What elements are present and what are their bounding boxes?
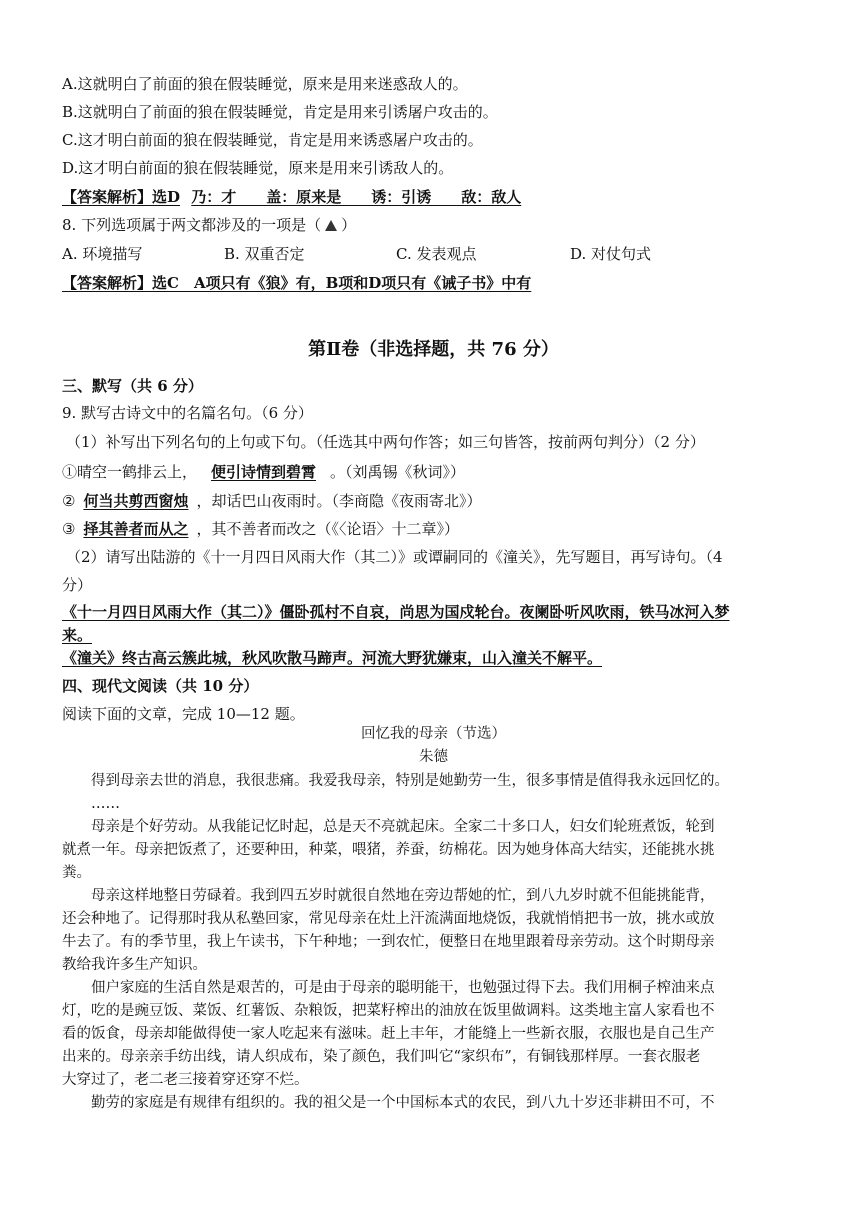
q8-option-b: B. 双重否定 (224, 245, 305, 263)
article-paragraph-line: 灯，吃的是豌豆饭、菜饭、红薯饭、杂粮饭，把菜籽榨出的油放在饭里做调料。这类地主富人家看也不 (62, 1003, 715, 1019)
q9-line2 (62, 490, 481, 512)
q9-line3-post: ，其不善者而改之（《〈论语〉十二章》） (196, 520, 459, 538)
article-paragraph-line: 看的饭食，母亲却能做得使一家人吃起来有滋味。赶上丰年，才能缝上一些新衣服，衣服也是自己生产 (62, 1026, 715, 1042)
q8-stem-end: ） (341, 216, 357, 234)
q8-option-c: C. 发表观点 (396, 245, 477, 263)
article-paragraph-line: 出来的。母亲亲手纺出线，请人织成布，染了颜色，我们叫它“家织布”，有铜钱那样厚。一套衣服老 (62, 1049, 701, 1065)
q9-line2-pre: ② (62, 492, 76, 510)
article-paragraph-line: 勤劳的家庭是有规律有组织的。我的祖父是一个中国标本式的农民，到八九十岁还非耕田不可，不 (62, 1095, 715, 1111)
article-title: 回忆我的母亲（节选） (361, 726, 506, 742)
section2-title: 第Ⅱ卷（非选择题，共 76 分） (308, 339, 559, 360)
q9-line1-answer: 便引诗情到碧霄 (211, 463, 317, 481)
q8-stem (62, 214, 356, 236)
q9-line2-answer: 何当共剪西窗烛 (83, 492, 189, 510)
article-paragraph-line: 母亲这样地整日劳碌着。我到四五岁时就很自然地在旁边帮她的忙，到八九岁时就不但能挑能背， (62, 888, 715, 904)
article-paragraph-line: 还会种地了。记得那时我从私塾回家，常见母亲在灶上汗流满面地烧饭，我就悄悄把书一放，挑水或放 (62, 911, 715, 927)
section4-heading: 四、现代文阅读（共 10 分） (62, 677, 259, 695)
q9-sub2: （2）请写出陆游的《十一月四日风雨大作（其二）》或谭嗣同的《潼关》，先写题目，再写诗句。（4 (66, 548, 723, 566)
q7-option-a: A.这就明白了前面的狼在假装睡觉，原来是用来迷惑敌人的。 (62, 75, 468, 93)
q9-sub1: （1）补写出下列名句的上句或下句。（任选其中两句作答；如三句皆答，按前两句判分）（2 分） (66, 433, 705, 451)
q9-answer-2: 《潼关》终古高云簇此城，秋风吹散马蹄声。河流大野犹嫌束，山入潼关不解平。 (62, 649, 603, 667)
q7-answer-label: 【答案解析】选D (62, 188, 181, 206)
q7-option-b: B.这就明白了前面的狼在假装睡觉，肯定是用来引诱屠户攻击的。 (62, 103, 498, 121)
q9-sub2-cont: 分） (62, 576, 93, 594)
q7-option-d: D.这才明白前面的狼在假装睡觉，原来是用来引诱敌人的。 (62, 159, 454, 177)
q9-line1-post: 。（刘禹锡《秋词》） (330, 463, 466, 481)
section4-intro: 阅读下面的文章，完成 10—12 题。 (62, 705, 305, 723)
article-paragraph-line: …… (62, 796, 120, 812)
triangle-icon (325, 220, 337, 231)
article-paragraph-line: 母亲是个好劳动。从我能记忆时起，总是天不亮就起床。全家二十多口人，妇女们轮班煮饭，轮到 (62, 819, 715, 835)
q9-line1 (62, 461, 465, 483)
q8-answer: 【答案解析】选C A项只有《狼》有，B项和D项只有《诫子书》中有 (62, 274, 532, 292)
article-paragraph-line: 佃户家庭的生活自然是艰苦的，可是由于母亲的聪明能干，也勉强过得下去。我们用桐子榨油来点 (62, 980, 715, 996)
q9-answer-1: 《十一月四日风雨大作（其二）》僵卧孤村不自哀，尚思为国戍轮台。夜阑卧听风吹雨，铁马冰河入梦 (62, 603, 730, 621)
article-paragraph-line: 就煮一年。母亲把饭煮了，还要种田，种菜，喂猪，养蚕，纺棉花。因为她身体高大结实，还能挑水挑 (62, 842, 715, 858)
q9-line1-pre: ①晴空一鹤排云上， (62, 463, 198, 481)
q9-answer-1-cont: 来。 (62, 626, 93, 644)
article-paragraph-line: 粪。 (62, 865, 91, 881)
article-paragraph-line: 牛去了。有的季节里，我上午读书，下午种地；一到农忙，便整日在地里跟着母亲劳动。这个时期母亲 (62, 934, 715, 950)
q7-answer (62, 186, 521, 208)
q8-option-a: A. 环境描写 (62, 245, 143, 263)
article-author: 朱德 (419, 749, 448, 765)
q8-option-d: D. 对仗句式 (570, 245, 652, 263)
q9-line3-pre: ③ (62, 520, 76, 538)
article-paragraph-line: 教给我许多生产知识。 (62, 957, 207, 973)
q7-answer-text: 乃：才 盖：原来是 诱：引诱 敌：敌人 (191, 188, 522, 206)
section3-heading: 三、默写（共 6 分） (62, 377, 203, 395)
q7-option-c: C.这才明白前面的狼在假装睡觉，肯定是用来诱惑屠户攻击的。 (62, 131, 483, 149)
article-paragraph-line: 得到母亲去世的消息，我很悲痛。我爱我母亲，特别是她勤劳一生，很多事情是值得我永远回忆的。 (62, 773, 729, 789)
article-paragraph-line: 大穿过了，老二老三接着穿还穿不烂。 (62, 1072, 309, 1088)
q9-stem: 9. 默写古诗文中的名篇名句。（6 分） (62, 404, 313, 422)
q9-line2-post: ，却话巴山夜雨时。（李商隐《夜雨寄北》） (196, 492, 482, 510)
q9-line3-answer: 择其善者而从之 (83, 520, 189, 538)
q8-stem-text: 8. 下列选项属于两文都涉及的一项是（ (62, 216, 322, 234)
q9-line3 (62, 518, 459, 540)
